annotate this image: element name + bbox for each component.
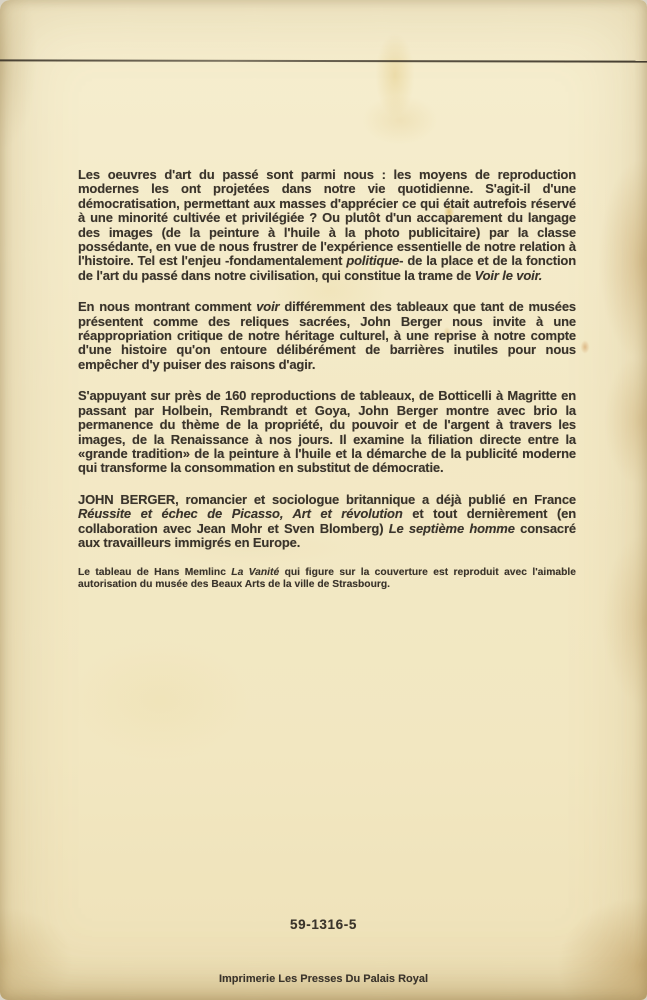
print-code: 59-1316-5 xyxy=(290,917,357,932)
cover-image-credit-note: Le tableau de Hans Memlinc La Vanité qui figure sur la couverture est reproduit avec l'aimable autorisation du musée des Beaux Arts de la ville de Strasbourg. xyxy=(78,567,576,591)
paragraph-berger-invite: En nous montrant comment voir différemment des tableaux que tant de musées présentent comme des reliques sacrées, John Berger nous invite à une réappropriation critique de notre héritage culturel, à une reprise à notre compte d'une histoire qu'on entoure délibérément de barrières inutiles pour nous empêcher d'y puiser des raisons d'agir. xyxy=(78,299,577,372)
paragraph-author-bio: JOHN BERGER, romancier et sociologue britannique a déjà publié en France Réussite et échec de Picasso, Art et révolution et tout dernièrement (en collaboration avec Jean Mohr et Sven Blomberg) Le septième homme consacré aux travailleurs immigrés en Europe. xyxy=(78,491,577,550)
paragraph-reproductions: S'appuyant sur près de 160 reproductions de tableaux, de Botticelli à Magritte en passant par Holbein, Rembrandt et Goya, John Berger montre avec brio la permanence du thème de la propriété, du pouvoir et de l'argent à travers les images, de la Renaissance à nos jours. Il examine la filiation directe entre la «grande tradition» de la peinture à l'huile et la démarche de la publicité moderne qui transforme la consommation en substitut de démocratie. xyxy=(78,388,576,476)
imprint-line: Imprimerie Les Presses Du Palais Royal xyxy=(218,973,429,985)
blurb-text-block xyxy=(78,168,576,608)
paragraph-intro: Les oeuvres d'art du passé sont parmi nous : les moyens de reproduction modernes les ont projetées dans notre vie quotidienne. S'agit-il d'une démocratisation, permettant aux masses d'apprécier ce qui était autrefois réservé à une minorité cultivée et privilégiée ? Ou plutôt d'un accaparement du langage des images (de la peinture à l'huile à la photo publicitaire) par la classe possédante, en vue de nous frustrer de l'expérience essentielle de notre relation à l'histoire. Tel est l'enjeu -fondamentalement politique- de la place et de la fonction de l'art du passé dans notre civilisation, qui constitue la trame de Voir le voir. xyxy=(78,167,577,283)
crease-line xyxy=(0,59,647,62)
